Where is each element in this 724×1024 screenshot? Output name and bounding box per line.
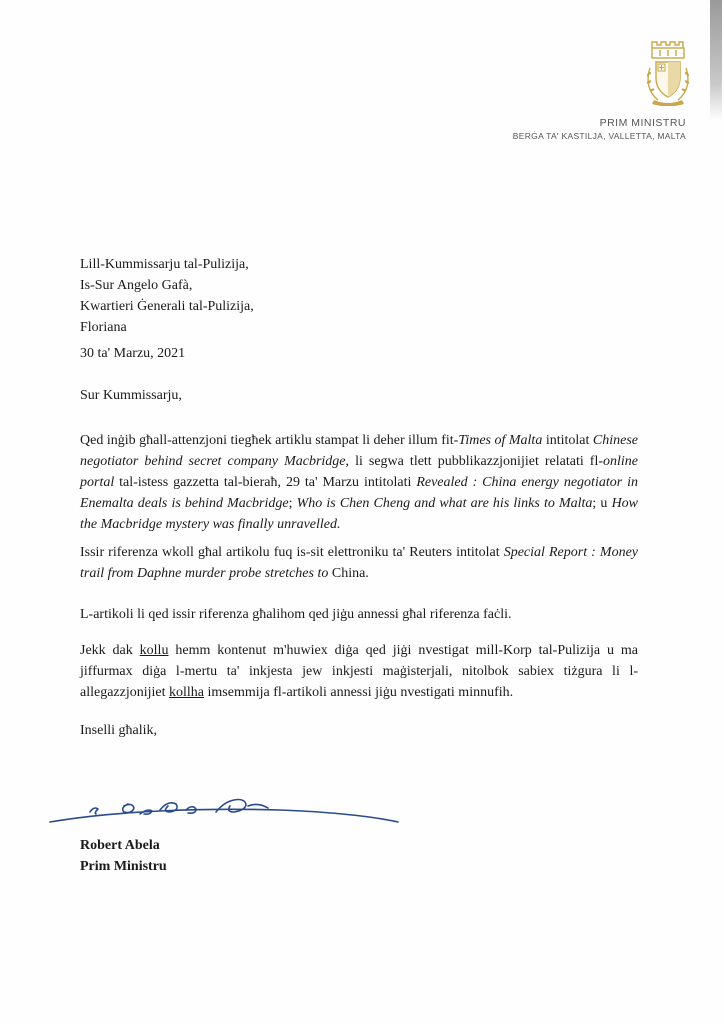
recipient-line: Kwartieri Ġenerali tal-Pulizija, [80, 299, 254, 314]
recipient-line: Lill-Kummissarju tal-Pulizija, [80, 257, 249, 272]
text-run: tal-istess gazzetta tal-bieraħ, 29 ta' Marzu intitolati [114, 475, 417, 490]
letter-date: 30 ta' Marzu, 2021 [80, 346, 186, 361]
closing-line: Inselli għalik, [80, 723, 157, 738]
text-run-italic: online portal [80, 454, 639, 490]
article-title: Revealed : China energy negotiator in Enemalta deals is behind Macbridge [80, 475, 638, 511]
article-title: Chinese negotiator behind secret company Macbridge [80, 433, 638, 469]
body-paragraph-1 [80, 430, 638, 535]
publication-name: Times of Malta [458, 433, 543, 448]
article-title: Who is Chen Cheng and what are his links to Malta [296, 496, 593, 511]
text-run: imsemmija fl-artikoli annessi jiġu nvestigati minnufih. [204, 685, 514, 700]
recipient-line: Floriana [80, 320, 127, 335]
text-run: , li segwa tlett pubblikazzjonijiet relatati fl- [345, 454, 604, 469]
text-run: ; u [592, 496, 612, 511]
text-run: L-artikoli li qed issir riferenza għalihom qed jiġu annessi għal riferenza faċli. [80, 607, 512, 622]
signer-name: Robert Abela [80, 838, 160, 853]
letterhead-address: BERĠA TA' KASTILJA, VALLETTA, MALTA [512, 131, 686, 141]
signer-title: Prim Ministru [80, 859, 167, 874]
underlined-word: kollu [139, 643, 169, 658]
recipient-block [80, 254, 254, 338]
salutation: Sur Kummissarju, [80, 388, 182, 403]
text-run: hemm kontenut m'huwiex diġa qed jiġi nvestigat mill-Korp tal-Pulizija u ma jiffurmax diġa l-mertu ta' inkjesta jew inkjesti maġisterjali, nitolbok sabiex tiżgura li l-allegazzjonijiet [80, 643, 638, 700]
article-title: How the Macbridge mystery was finally unravelled. [80, 496, 639, 532]
coat-of-arms-icon [644, 38, 692, 106]
body-paragraph-3 [80, 604, 638, 625]
recipient-line: Is-Sur Angelo Gafà, [80, 278, 193, 293]
text-run: Issir riferenza wkoll għal artikolu fuq is-sit elettroniku ta' Reuters intitolat [80, 545, 504, 560]
signature-icon [40, 788, 420, 840]
text-run: China. [328, 566, 369, 581]
text-run: ; [288, 496, 297, 511]
underlined-word: kollha [169, 685, 205, 700]
body-paragraph-2 [80, 542, 638, 584]
body-paragraph-4 [80, 640, 638, 703]
article-title: Special Report : Money trail from Daphne murder probe stretches to [80, 545, 638, 581]
text-run: intitolat [542, 433, 593, 448]
text-run: Jekk dak [80, 643, 140, 658]
letterhead-office: PRIM MINISTRU [599, 117, 686, 129]
page-edge-shadow [710, 0, 722, 120]
text-run: Qed inġib għall-attenzjoni tiegħek artiklu stampat li deher illum fit- [80, 433, 459, 448]
